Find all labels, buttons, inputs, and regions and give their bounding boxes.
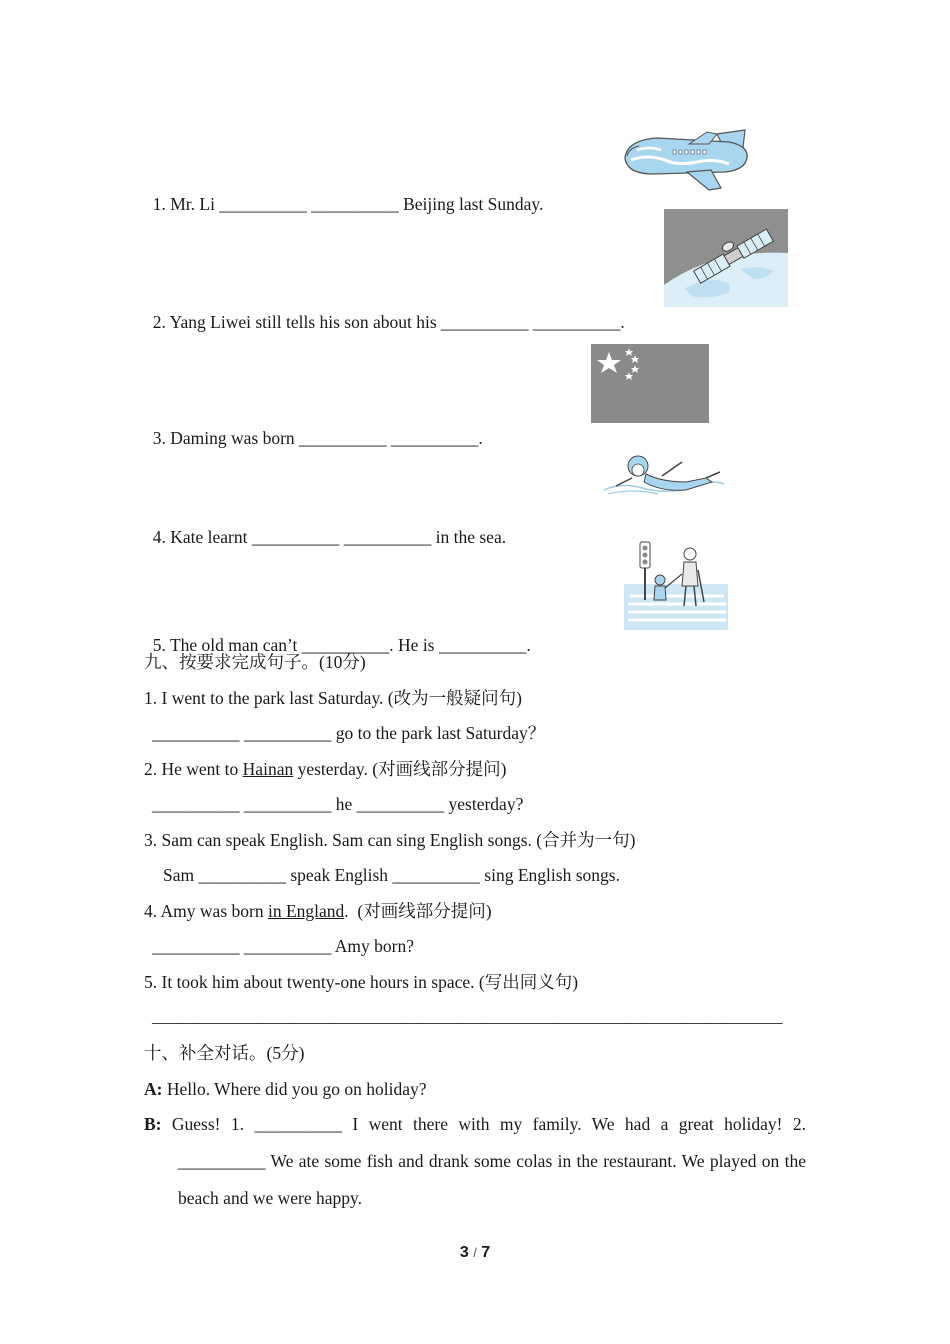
section-9-q2 xyxy=(144,758,506,780)
section-9-q2-pre: 2. He went to xyxy=(144,759,243,779)
section-9-q4-pre: 4. Amy was born xyxy=(144,901,268,921)
picture-question-1-body: Mr. Li __________ __________ Beijing last Sunday. xyxy=(170,194,544,214)
picture-question-2-body: Yang Liwei still tells his son about his __________ __________. xyxy=(169,312,625,332)
picture-question-2 xyxy=(144,289,625,333)
section-9-q1: 1. I went to the park last Saturday. (改为一般疑问句) xyxy=(144,688,522,708)
picture-question-4 xyxy=(144,504,506,548)
flag-picture xyxy=(591,344,709,423)
page-separator: / xyxy=(473,1245,477,1260)
section-9-q5-answer-line[interactable]: ____________________________________________________________________________ xyxy=(152,1007,783,1026)
section-9-q4-answer[interactable]: __________ __________ Amy born? xyxy=(152,936,415,956)
dialogue-a-label: A: xyxy=(144,1079,163,1099)
section-10-title: 十、补全对话。(5分) xyxy=(144,1043,305,1063)
page-current: 3 xyxy=(459,1244,469,1261)
page-total: 7 xyxy=(481,1244,491,1261)
dialogue-b-label: B: xyxy=(144,1114,162,1134)
picture-question-3-num: 3. xyxy=(152,428,166,448)
dialogue-b xyxy=(144,1106,806,1217)
dialogue-a-text: Hello. Where did you go on holiday? xyxy=(166,1079,427,1099)
spacecraft-earth-picture xyxy=(664,209,788,307)
picture-question-3-body: Daming was born __________ __________. xyxy=(170,428,483,448)
section-9-q2-post: yesterday. (对画线部分提问) xyxy=(293,759,507,779)
section-9-q3-answer[interactable]: Sam __________ speak English __________ sing English songs. xyxy=(163,865,620,885)
picture-question-3 xyxy=(144,405,483,449)
section-9-q2-underlined: Hainan xyxy=(242,759,294,779)
picture-question-4-body: Kate learnt __________ __________ in the sea. xyxy=(170,527,507,547)
section-9-title: 九、按要求完成句子。(10分) xyxy=(144,652,366,672)
old-man-crossing-picture xyxy=(624,540,728,630)
section-9-q2-answer[interactable]: __________ __________ he __________ yesterday? xyxy=(152,794,524,814)
picture-question-5-body: The old man can’t __________. He is __________. xyxy=(169,635,531,655)
section-9-q3: 3. Sam can speak English. Sam can sing English songs. (合并为一句) xyxy=(144,830,636,850)
section-9-q4-post: . (对画线部分提问) xyxy=(344,901,492,921)
picture-question-1 xyxy=(144,171,543,215)
picture-question-5 xyxy=(144,612,531,656)
page-number xyxy=(0,1244,950,1262)
swimmer-picture xyxy=(602,452,726,502)
picture-question-5-num: 5. xyxy=(152,635,166,655)
picture-question-2-num: 2. xyxy=(152,312,166,332)
dialogue-a xyxy=(144,1078,427,1100)
section-9-q4 xyxy=(144,900,492,922)
picture-question-1-text: 1. xyxy=(152,194,166,214)
dialogue-b-text[interactable]: Guess! 1. __________ I went there with my family. We had a great holiday! 2. __________ We ate some fish and drank some colas in the restaurant. We played on the beach and we were happy. xyxy=(171,1114,806,1208)
picture-question-4-num: 4. xyxy=(152,527,166,547)
airplane-picture xyxy=(617,126,753,192)
section-9-q4-underlined: in England xyxy=(267,901,345,921)
section-9-q1-answer[interactable]: __________ __________ go to the park last Saturday？ xyxy=(152,723,546,743)
section-9-q5: 5. It took him about twenty-one hours in space. (写出同义句) xyxy=(144,972,579,992)
